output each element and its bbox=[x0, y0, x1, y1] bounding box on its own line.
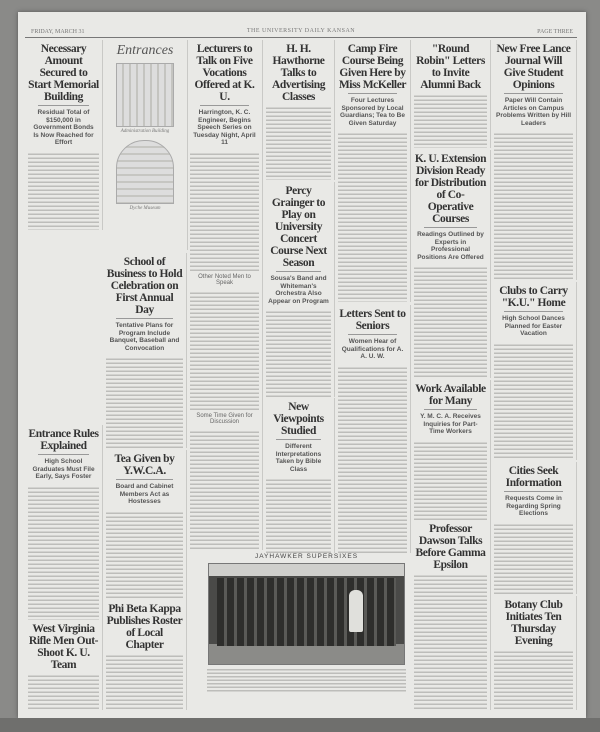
article-headline: School of Business to Hold Celebration on First Annual Day bbox=[106, 256, 183, 317]
article-body bbox=[190, 152, 259, 272]
article-body bbox=[414, 441, 487, 520]
article-subhead: Some Time Given for Discussion bbox=[196, 412, 253, 425]
article-headline: Clubs to Carry "K.U." Home bbox=[499, 285, 568, 310]
article bbox=[25, 40, 103, 230]
article-body bbox=[266, 310, 331, 397]
entrances-title: Entrances bbox=[116, 43, 174, 58]
article bbox=[263, 398, 335, 553]
divider bbox=[504, 491, 563, 492]
article-deck: Different Interpretations Taken by Bible Class bbox=[275, 443, 322, 473]
article bbox=[263, 182, 335, 397]
article bbox=[335, 305, 411, 553]
masthead-date: FRIDAY, MARCH 31 bbox=[31, 29, 85, 35]
article-deck: Women Hear of Qualifications for A. A. U. W. bbox=[341, 338, 404, 361]
divider bbox=[504, 93, 563, 94]
article-headline: "Round Robin" Letters to Invite Alumni Back bbox=[416, 43, 485, 92]
article-deck: Sousa's Band and Whiteman's Orchestra Also Appear on Program bbox=[268, 275, 329, 305]
divider bbox=[504, 311, 563, 312]
divider bbox=[200, 105, 249, 106]
divider bbox=[38, 105, 89, 106]
article bbox=[25, 620, 103, 710]
article-headline: Tea Given by Y.W.C.A. bbox=[114, 453, 175, 478]
divider bbox=[38, 454, 89, 455]
masthead-title: THE UNIVERSITY DAILY KANSAN bbox=[246, 28, 356, 34]
article-headline: K. U. Extension Division Ready for Distribution of Co-Operative Courses bbox=[414, 153, 487, 226]
article bbox=[187, 40, 263, 550]
masthead bbox=[25, 28, 577, 38]
article bbox=[491, 596, 577, 710]
article-deck: High School Dances Planned for Easter Vacation bbox=[502, 315, 565, 338]
article-body bbox=[106, 654, 183, 710]
photo-caption-text bbox=[207, 668, 406, 692]
article-headline: Entrance Rules Explained bbox=[28, 428, 99, 453]
article-deck: Y. M. C. A. Receives Inquiries for Part-Time Workers bbox=[420, 413, 481, 436]
article-body bbox=[28, 674, 99, 710]
article bbox=[411, 520, 491, 710]
article-headline: New Viewpoints Studied bbox=[273, 401, 324, 438]
article-subhead: Other Noted Men to Speak bbox=[198, 273, 251, 286]
scan-edge bbox=[0, 718, 600, 732]
article-body bbox=[106, 511, 183, 600]
article-body bbox=[494, 343, 573, 460]
article-headline: Camp Fire Course Being Given Here by Miss McKeller bbox=[338, 43, 407, 92]
article-headline: H. H. Hawthorne Talks to Advertising Classes bbox=[271, 43, 326, 104]
museum-photo bbox=[116, 140, 174, 204]
article-headline: Necessary Amount Secured to Start Memorial Building bbox=[28, 43, 99, 104]
article-headline: Lecturers to Talk on Five Vocations Offered at K. U. bbox=[194, 43, 255, 104]
article bbox=[103, 253, 187, 448]
article bbox=[411, 380, 491, 520]
article-headline: Percy Grainger to Play on University Concert Course Next Season bbox=[270, 185, 327, 270]
article-body bbox=[190, 291, 259, 411]
article-deck: Four Lectures Sponsored by Local Guardians; Tea to Be Given Saturday bbox=[340, 97, 405, 127]
article bbox=[103, 450, 187, 600]
divider bbox=[348, 93, 397, 94]
article-headline: Cities Seek Information bbox=[505, 465, 562, 490]
article-body bbox=[266, 106, 331, 180]
photo-title: JAYHAWKER SUPERSIXES bbox=[254, 553, 359, 560]
article bbox=[335, 40, 411, 302]
divider bbox=[348, 334, 397, 335]
team-photo-block bbox=[205, 553, 408, 693]
article-body bbox=[414, 94, 487, 148]
article-deck: Tentative Plans for Program Include Banquet, Baseball and Convocation bbox=[109, 322, 180, 352]
article bbox=[411, 40, 491, 148]
article-body bbox=[414, 574, 487, 710]
article-deck: Requests Come in Regarding Spring Elections bbox=[505, 495, 562, 518]
article-deck: Residual Total of $150,000 in Government Bonds Is Now Reached for Effort bbox=[33, 109, 94, 147]
article-deck: Paper Will Contain Articles on Campus Problems Written by Hill Leaders bbox=[496, 97, 572, 127]
article-headline: Letters Sent to Seniors bbox=[339, 308, 406, 333]
article bbox=[491, 282, 577, 460]
article-deck: Readings Outlined by Experts in Professional Positions Are Offered bbox=[417, 231, 484, 261]
team-photo bbox=[208, 563, 405, 665]
article-body bbox=[494, 650, 573, 710]
article-deck: High School Graduates Must File Early, Says Foster bbox=[32, 458, 95, 481]
article-body bbox=[28, 152, 99, 230]
article-deck: Board and Cabinet Members Act as Hostesses bbox=[115, 483, 174, 506]
article-headline: West Virginia Rifle Men Out-Shoot K. U. Team bbox=[28, 623, 99, 672]
divider bbox=[276, 271, 321, 272]
divider bbox=[276, 439, 321, 440]
article-body bbox=[338, 132, 407, 302]
entrances-feature bbox=[103, 40, 188, 250]
photo-caption: Administration Building bbox=[120, 129, 170, 134]
article-deck: Harrington, K. C. Engineer, Begins Speech Series on Tuesday Night, April 11 bbox=[193, 109, 256, 147]
divider bbox=[116, 479, 173, 480]
article bbox=[411, 150, 491, 378]
article bbox=[491, 40, 577, 280]
masthead-page: PAGE THREE bbox=[537, 29, 573, 35]
article-headline: Professor Dawson Talks Before Gamma Epsilon bbox=[415, 523, 486, 572]
article-headline: Work Available for Many bbox=[415, 383, 486, 408]
article bbox=[103, 600, 187, 710]
building-photo bbox=[116, 63, 174, 127]
article-body bbox=[106, 357, 183, 448]
article-body bbox=[338, 366, 407, 553]
article-body bbox=[494, 523, 573, 594]
article-body bbox=[190, 430, 259, 550]
article-body bbox=[494, 132, 573, 280]
article-headline: New Free Lance Journal Will Give Student Opinions bbox=[496, 43, 571, 92]
article bbox=[263, 40, 335, 180]
divider bbox=[116, 318, 173, 319]
article-body bbox=[266, 478, 331, 553]
article-body bbox=[28, 486, 99, 620]
article bbox=[25, 425, 103, 620]
divider bbox=[424, 227, 477, 228]
photo-caption: Dyche Museum bbox=[129, 206, 161, 211]
article bbox=[491, 462, 577, 594]
article-headline: Phi Beta Kappa Publishes Roster of Local Chapter bbox=[106, 603, 183, 652]
article-headline: Botany Club Initiates Ten Thursday Evening bbox=[504, 599, 563, 648]
divider bbox=[424, 409, 477, 410]
article-body bbox=[414, 266, 487, 378]
